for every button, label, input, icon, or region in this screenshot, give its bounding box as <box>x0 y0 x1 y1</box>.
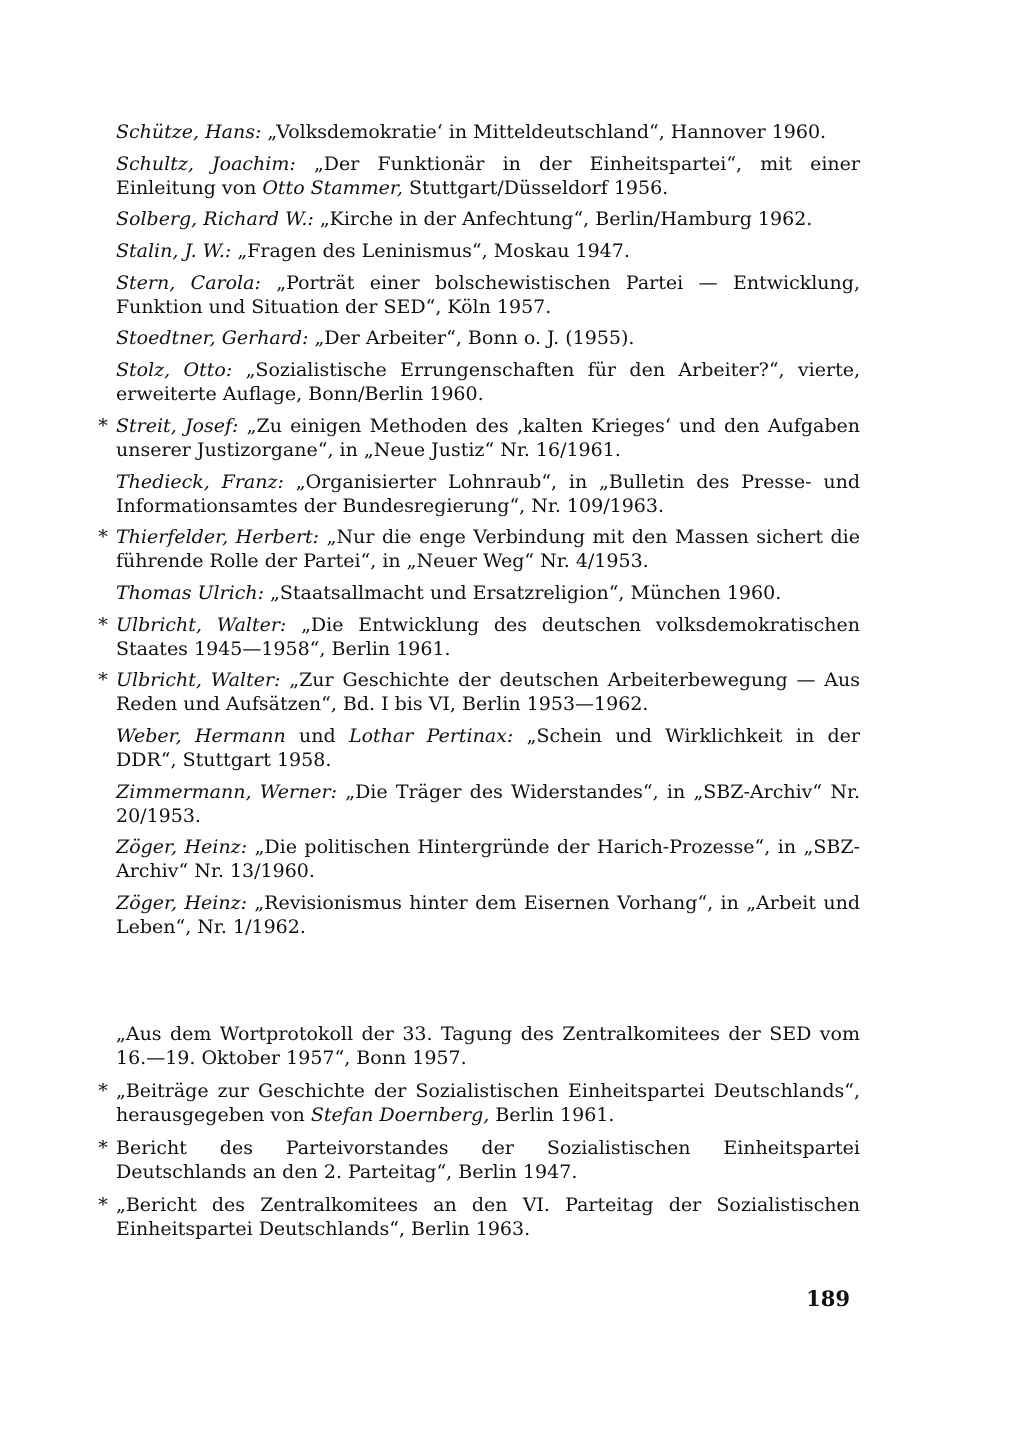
entry-second-author: Otto Stammer, <box>262 176 403 199</box>
bibliography-entry <box>116 1022 860 1070</box>
entry-text: „Nur die enge Verbindung mit den Massen sichert die führende Rolle der Partei“, in „Neuer Weg“ Nr. 4/1953. <box>116 526 860 573</box>
bibliography-entry <box>116 581 860 605</box>
entry-text: „Der Funktionär in der Einheitspartei“, mit einer Einleitung von <box>116 152 860 199</box>
entry-second-author: Lothar Pertinax: <box>348 724 514 747</box>
entry-text: „Organisierter Lohnraub“, in „Bulletin des Presse- und Informationsamtes der Bundesregierung“, Nr. 109/1963. <box>116 470 860 517</box>
bibliography-entry <box>98 668 860 716</box>
entry-author: Stoedtner, Gerhard: <box>116 327 309 350</box>
page-number: 189 <box>806 1286 850 1311</box>
entry-author: Schütze, Hans: <box>116 121 262 143</box>
entry-author: Streit, Josef: <box>116 414 239 437</box>
entry-marker: * <box>98 669 108 692</box>
bibliography-entry <box>116 724 860 772</box>
entry-text: „Beiträge zur Geschichte der Sozialistischen Einheitspartei Deutschlands“, herausgegeben von <box>116 1080 860 1126</box>
entry-marker: * <box>98 1194 108 1216</box>
bibliography-entry <box>116 358 860 406</box>
bibliography-entry <box>98 525 860 573</box>
bibliography-entry <box>98 414 860 462</box>
entry-text: Bericht des Parteivorstandes der Sozialistischen Einheitspartei Deutschlands an den 2. Parteitag“, Berlin 1947. <box>116 1137 860 1183</box>
entry-text: „Der Arbeiter“, Bonn o. J. (1955). <box>308 327 635 350</box>
entry-text: „Sozialistische Errungenschaften für den Arbeiter?“, vierte, erweiterte Auflage, Bonn/Berlin 1960. <box>116 359 860 406</box>
bibliography-entry <box>116 835 860 883</box>
entry-marker: * <box>98 613 108 636</box>
entry-author: Zöger, Heinz: <box>116 836 248 859</box>
bibliography-entry <box>116 152 860 200</box>
entry-text: „Bericht des Zentralkomitees an den VI. Parteitag der Sozialistischen Einheitspartei Deutschlands“, Berlin 1963. <box>116 1194 860 1240</box>
entry-marker: * <box>98 414 108 437</box>
entry-text: „Aus dem Wortprotokoll der 33. Tagung des Zentralkomitees der SED vom 16.—19. Oktober 1957“, Bonn 1957. <box>116 1023 860 1069</box>
entry-marker: * <box>98 1080 108 1102</box>
bibliography-entry <box>116 120 860 144</box>
bibliography-authors <box>98 120 860 947</box>
entry-author: Stolz, Otto: <box>116 359 233 382</box>
bibliography-entry <box>116 326 860 350</box>
entry-editor: Stefan Doernberg, <box>310 1104 490 1126</box>
entry-author: Schultz, Joachim: <box>116 152 296 175</box>
entry-text: „Zu einigen Methoden des ‚kalten Krieges‘ und den Aufgaben unserer Justizorgane“, in „Neue Justiz“ Nr. 16/1961. <box>116 414 860 461</box>
entry-text: und <box>285 724 349 747</box>
entry-author: Thedieck, Franz: <box>116 470 284 493</box>
entry-text-continued: Berlin 1961. <box>489 1104 615 1126</box>
entry-author: Zimmermann, Werner: <box>116 780 337 803</box>
entry-text-continued: „Schein und Wirklichkeit in der DDR“, Stuttgart 1958. <box>116 724 860 771</box>
entry-author: Zöger, Heinz: <box>116 892 247 914</box>
entry-text: „Revisionismus hinter dem Eisernen Vorhang“, in „Arbeit und Leben“, Nr. 1/1962. <box>116 892 860 938</box>
bibliography-entry <box>116 780 860 828</box>
entry-text-continued: Stuttgart/Düsseldorf 1956. <box>402 176 669 199</box>
bibliography-entry <box>98 1136 860 1184</box>
entry-text: „Porträt einer bolschewistischen Partei — Entwicklung, Funktion und Situation der SED“, Köln 1957. <box>116 271 860 318</box>
bibliography-anonymous <box>98 1022 860 1250</box>
bibliography-entry <box>116 470 860 518</box>
entry-text: „Volksdemokratie‘ in Mitteldeutschland“, Hannover 1960. <box>261 121 827 143</box>
entry-author: Solberg, Richard W.: <box>116 208 314 231</box>
bibliography-entry <box>116 271 860 319</box>
entry-text: „Staatsallmacht und Ersatzreligion“, München 1960. <box>264 581 782 604</box>
entry-text: „Fragen des Leninismus“, Moskau 1947. <box>231 240 630 263</box>
entry-marker: * <box>98 526 108 549</box>
entry-text: „Kirche in der Anfechtung“, Berlin/Hamburg 1962. <box>313 208 813 231</box>
entry-text: „Die Entwicklung des deutschen volksdemokratischen Staates 1945—1958“, Berlin 1961. <box>116 613 860 660</box>
bibliography-entry <box>116 239 860 263</box>
entry-text: „Die politischen Hintergründe der Harich-Prozesse“, in „SBZ-Archiv“ Nr. 13/1960. <box>116 836 860 883</box>
bibliography-entry <box>116 891 860 939</box>
entry-author: Thomas Ulrich: <box>116 581 265 604</box>
entry-author: Thierfelder, Herbert: <box>116 526 320 549</box>
entry-author: Stern, Carola: <box>116 271 261 294</box>
bibliography-entry <box>98 1079 860 1127</box>
bibliography-entry <box>98 613 860 661</box>
entry-author: Stalin, J. W.: <box>116 240 232 263</box>
entry-text: „Die Träger des Widerstandes“, in „SBZ-Archiv“ Nr. 20/1953. <box>116 780 860 827</box>
entry-author: Ulbricht, Walter: <box>116 613 287 636</box>
bibliography-entry <box>116 207 860 231</box>
entry-text: „Zur Geschichte der deutschen Arbeiterbewegung — Aus Reden und Aufsätzen“, Bd. I bis VI, Berlin 1953—1962. <box>116 669 860 716</box>
entry-author: Ulbricht, Walter: <box>116 669 281 692</box>
entry-author: Weber, Hermann <box>116 724 286 747</box>
bibliography-entry <box>98 1193 860 1241</box>
entry-marker: * <box>98 1137 108 1159</box>
